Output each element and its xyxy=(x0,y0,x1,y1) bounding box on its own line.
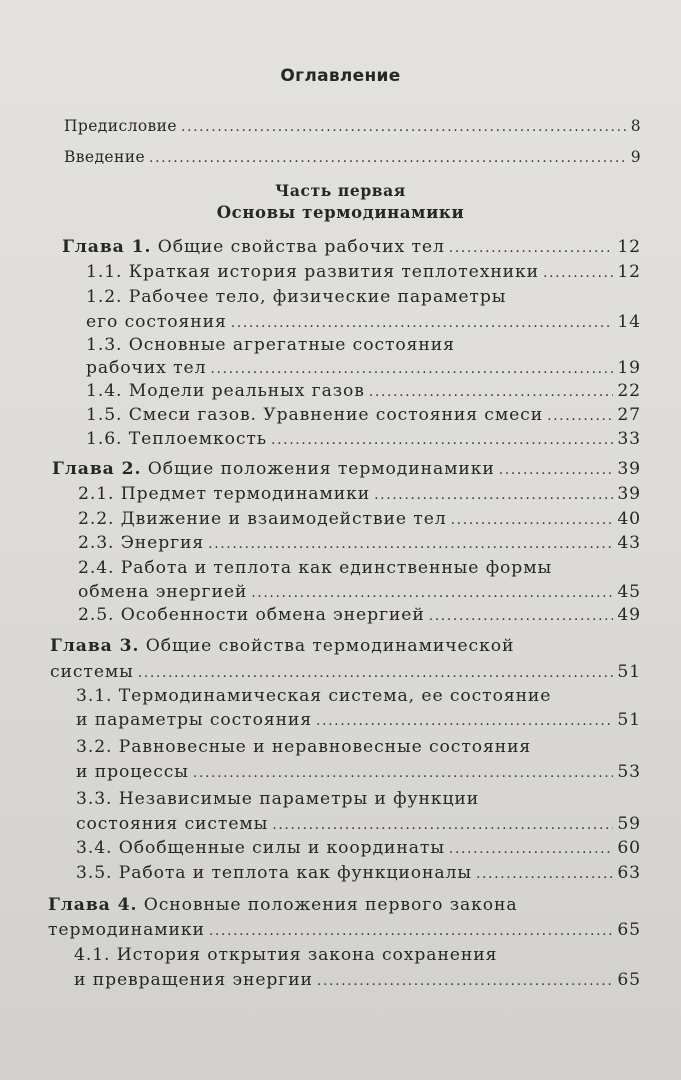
page-number: 33 xyxy=(617,429,641,449)
page-number: 12 xyxy=(617,262,641,282)
toc-section-1-1[interactable] xyxy=(86,260,641,284)
section-text-cont: рабочих тел xyxy=(86,358,207,378)
chapter-title: Основные положения первого закона xyxy=(143,895,518,915)
leader-dots xyxy=(271,428,613,452)
toc-section-3-3[interactable] xyxy=(76,787,641,811)
section-text: 3.4. Обобщенные силы и координаты xyxy=(76,838,445,858)
chapter-title: Общие положения термодинамики xyxy=(147,459,495,479)
page-number: 63 xyxy=(617,863,641,883)
toc-section-2-5[interactable] xyxy=(78,603,641,627)
toc-section-1-3-cont[interactable] xyxy=(86,356,641,380)
section-text-cont: и параметры состояния xyxy=(76,710,313,730)
toc-section-3-4[interactable] xyxy=(76,836,641,860)
chapter-label: Глава 3. xyxy=(50,636,140,656)
page-number: 39 xyxy=(617,459,641,479)
toc-section-3-1-cont[interactable] xyxy=(76,708,641,732)
toc-chapter-2[interactable] xyxy=(52,457,641,481)
section-text: 2.5. Особенности обмена энергией xyxy=(78,605,425,625)
chapter-title: Общие свойства термодинамической xyxy=(145,636,515,656)
toc-section-1-3[interactable] xyxy=(86,333,641,357)
toc-section-2-3[interactable] xyxy=(78,531,641,555)
page-number: 65 xyxy=(617,920,641,940)
page-number: 49 xyxy=(617,605,641,625)
leader-dots xyxy=(499,458,614,482)
page-number: 14 xyxy=(617,312,641,332)
leader-dots xyxy=(317,969,613,993)
toc-chapter-3[interactable] xyxy=(50,634,641,658)
leader-dots xyxy=(476,862,613,886)
toc-section-2-4-cont[interactable] xyxy=(78,580,641,604)
leader-dots xyxy=(451,508,614,532)
section-text: 3.3. Независимые параметры и функции xyxy=(76,789,480,809)
section-text: 1.3. Основные агрегатные состояния xyxy=(86,335,455,355)
entry-text: Предисловие xyxy=(64,117,177,135)
toc-entry-introduction[interactable] xyxy=(64,145,641,169)
leader-dots xyxy=(547,404,613,428)
page-number: 40 xyxy=(617,509,641,529)
toc-section-2-2[interactable] xyxy=(78,507,641,531)
leader-dots xyxy=(208,532,613,556)
page-number: 12 xyxy=(617,237,641,257)
part-name: Основы термодинамики xyxy=(216,203,465,222)
toc-section-4-1-cont[interactable] xyxy=(74,968,641,992)
page-number: 53 xyxy=(617,762,641,782)
leader-dots xyxy=(149,146,627,170)
section-text-cont: и процессы xyxy=(76,762,189,782)
section-text: 1.4. Модели реальных газов xyxy=(86,381,365,401)
leader-dots xyxy=(316,709,613,733)
toc-entry-preface[interactable] xyxy=(64,114,641,138)
toc-chapter-1[interactable] xyxy=(62,235,641,259)
leader-dots xyxy=(193,761,613,785)
page-number: 45 xyxy=(617,582,641,602)
chapter-label: Глава 4. xyxy=(48,895,138,915)
leader-dots xyxy=(369,380,613,404)
section-text: 4.1. История открытия закона сохранения xyxy=(74,945,498,965)
page-number: 59 xyxy=(617,814,641,834)
leader-dots xyxy=(210,357,613,381)
page-number: 39 xyxy=(617,484,641,504)
leader-dots xyxy=(449,837,613,861)
page-number: 8 xyxy=(630,117,641,135)
toc-chapter-4[interactable] xyxy=(48,893,641,917)
section-text: 3.2. Равновесные и неравновесные состояния xyxy=(76,737,532,757)
leader-dots xyxy=(429,604,614,628)
page-number: 51 xyxy=(617,662,641,682)
toc-section-3-2-cont[interactable] xyxy=(76,760,641,784)
toc-section-3-2[interactable] xyxy=(76,735,641,759)
toc-section-3-1[interactable] xyxy=(76,684,641,708)
toc-section-2-4[interactable] xyxy=(78,556,641,580)
section-text: 2.1. Предмет термодинамики xyxy=(78,484,371,504)
chapter-title: Общие свойства рабочих тел xyxy=(157,237,445,257)
leader-dots xyxy=(138,661,614,685)
leader-dots xyxy=(209,919,613,943)
chapter-label: Глава 1. xyxy=(62,237,152,257)
leader-dots xyxy=(272,813,613,837)
leader-dots xyxy=(449,236,614,260)
toc-section-1-2[interactable] xyxy=(86,285,641,309)
section-text-cont: обмена энергией xyxy=(78,582,248,602)
toc-section-3-3-cont[interactable] xyxy=(76,812,641,836)
section-text-cont: состояния системы xyxy=(76,814,269,834)
toc-section-2-1[interactable] xyxy=(78,482,641,506)
section-text: 1.2. Рабочее тело, физические параметры xyxy=(86,287,507,307)
page-number: 19 xyxy=(617,358,641,378)
toc-chapter-4-cont[interactable] xyxy=(48,918,641,942)
page-number: 27 xyxy=(617,405,641,425)
page-number: 22 xyxy=(617,381,641,401)
section-text: 3.5. Работа и теплота как функционалы xyxy=(76,863,472,883)
toc-section-1-5[interactable] xyxy=(86,403,641,427)
section-text: 1.1. Краткая история развития теплотехники xyxy=(86,262,540,282)
toc-section-4-1[interactable] xyxy=(74,943,641,967)
section-text: 2.4. Работа и теплота как единственные формы xyxy=(78,558,553,578)
leader-dots xyxy=(181,115,627,139)
leader-dots xyxy=(251,581,613,605)
leader-dots xyxy=(231,311,614,335)
page-number: 51 xyxy=(617,710,641,730)
chapter-title-cont: термодинамики xyxy=(48,920,205,940)
section-text: 2.2. Движение и взаимодействие тел xyxy=(78,509,447,529)
toc-section-1-4[interactable] xyxy=(86,379,641,403)
chapter-label: Глава 2. xyxy=(52,459,142,479)
part-label: Часть первая xyxy=(275,181,406,200)
leader-dots xyxy=(543,261,613,285)
section-text: 1.6. Теплоемкость xyxy=(86,429,268,449)
page-number: 43 xyxy=(617,533,641,553)
toc-section-1-2-cont[interactable] xyxy=(86,310,641,334)
section-text: 2.3. Энергия xyxy=(78,533,205,553)
section-text: 1.5. Смеси газов. Уравнение состояния смеси xyxy=(86,405,544,425)
entry-text: Введение xyxy=(64,148,146,166)
section-text-cont: и превращения энергии xyxy=(74,970,313,990)
toc-title: Оглавление xyxy=(280,66,401,86)
page-number: 9 xyxy=(630,148,641,166)
leader-dots xyxy=(374,483,613,507)
chapter-title-cont: системы xyxy=(50,662,134,682)
toc-section-3-5[interactable] xyxy=(76,861,641,885)
page-number: 60 xyxy=(617,838,641,858)
section-text-cont: его состояния xyxy=(86,312,227,332)
section-text: 3.1. Термодинамическая система, ее состояние xyxy=(76,686,552,706)
page-number: 65 xyxy=(617,970,641,990)
toc-chapter-3-cont[interactable] xyxy=(50,660,641,684)
toc-section-1-6[interactable] xyxy=(86,427,641,451)
